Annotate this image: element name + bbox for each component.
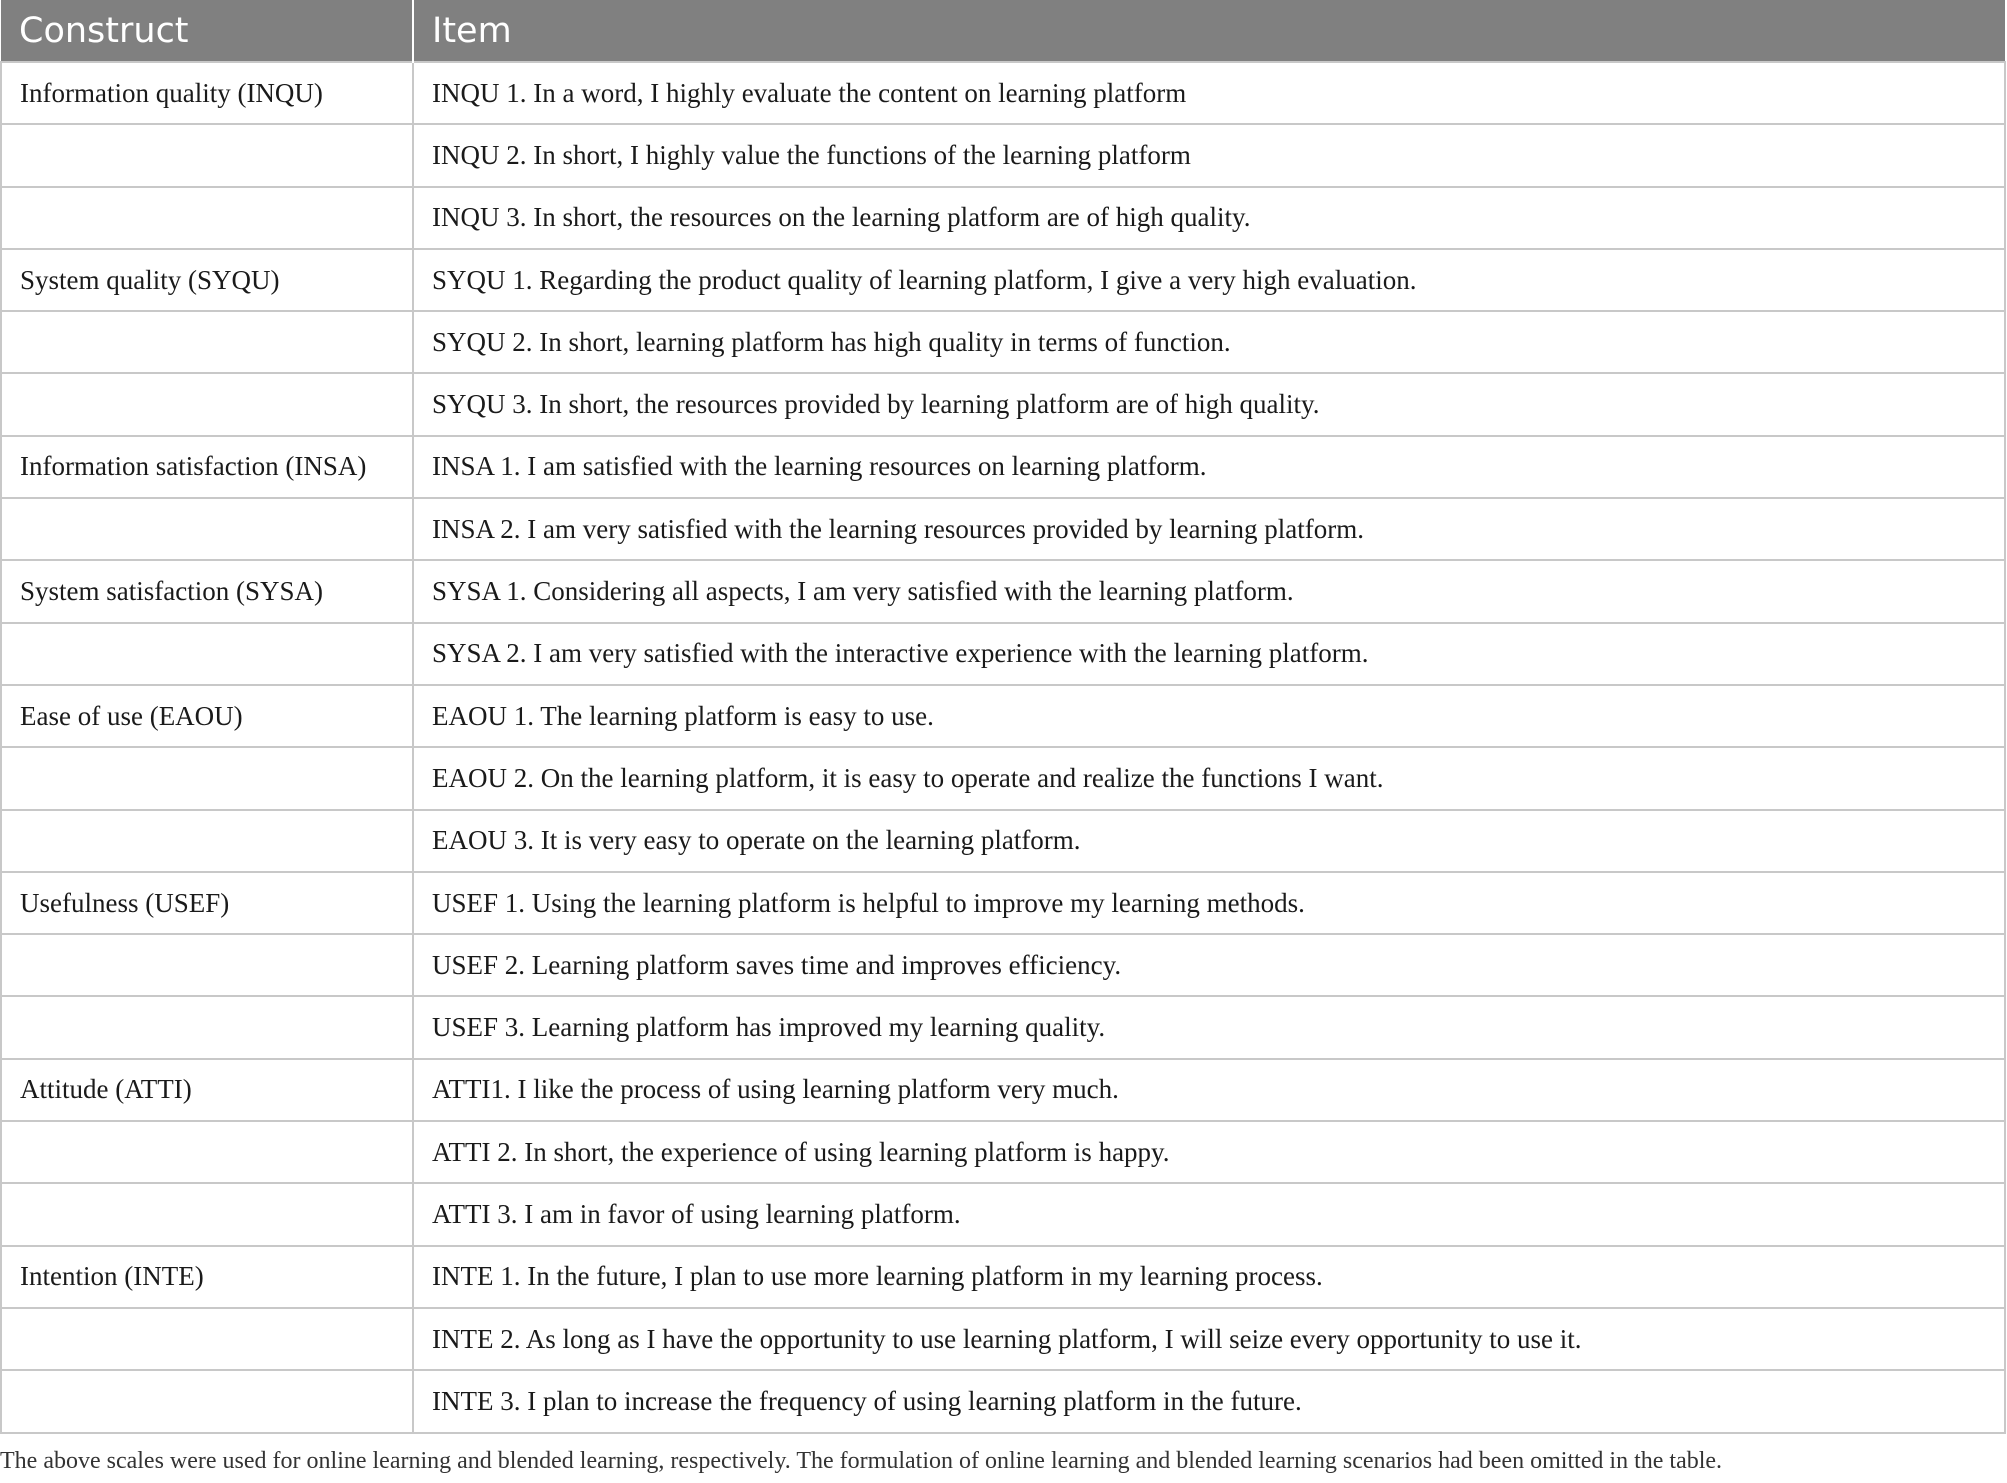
construct-cell: System quality (SYQU) bbox=[1, 249, 413, 311]
item-cell: USEF 2. Learning platform saves time and improves efficiency. bbox=[413, 934, 2005, 996]
table-row bbox=[1, 436, 2005, 498]
header-construct: Construct bbox=[1, 0, 413, 62]
item-cell: INQU 1. In a word, I highly evaluate the content on learning platform bbox=[413, 62, 2005, 124]
construct-cell: Information quality (INQU) bbox=[1, 62, 413, 124]
item-cell: ATTI 2. In short, the experience of using learning platform is happy. bbox=[413, 1121, 2005, 1183]
item-cell: ATTI 3. I am in favor of using learning platform. bbox=[413, 1183, 2005, 1245]
item-cell: EAOU 1. The learning platform is easy to use. bbox=[413, 685, 2005, 747]
construct-cell bbox=[1, 498, 413, 560]
table-row bbox=[1, 1246, 2005, 1308]
table-row bbox=[1, 1059, 2005, 1121]
item-cell: INSA 1. I am satisfied with the learning resources on learning platform. bbox=[413, 436, 2005, 498]
table-row bbox=[1, 1308, 2005, 1370]
table-row bbox=[1, 872, 2005, 934]
construct-cell: Attitude (ATTI) bbox=[1, 1059, 413, 1121]
item-cell: USEF 1. Using the learning platform is helpful to improve my learning methods. bbox=[413, 872, 2005, 934]
construct-cell bbox=[1, 373, 413, 435]
item-cell: INTE 3. I plan to increase the frequency of using learning platform in the future. bbox=[413, 1370, 2005, 1432]
table-row bbox=[1, 124, 2005, 186]
construct-cell: Intention (INTE) bbox=[1, 1246, 413, 1308]
construct-cell bbox=[1, 311, 413, 373]
table-row bbox=[1, 498, 2005, 560]
table-row bbox=[1, 560, 2005, 622]
table-header bbox=[1, 0, 2005, 62]
item-cell: INTE 2. As long as I have the opportunity to use learning platform, I will seize every opportunity to use it. bbox=[413, 1308, 2005, 1370]
table-row bbox=[1, 311, 2005, 373]
construct-cell bbox=[1, 747, 413, 809]
item-cell: INQU 3. In short, the resources on the learning platform are of high quality. bbox=[413, 187, 2005, 249]
item-cell: SYQU 3. In short, the resources provided by learning platform are of high quality. bbox=[413, 373, 2005, 435]
item-cell: SYQU 2. In short, learning platform has high quality in terms of function. bbox=[413, 311, 2005, 373]
header-row bbox=[1, 0, 2005, 62]
construct-cell bbox=[1, 1121, 413, 1183]
item-cell: EAOU 3. It is very easy to operate on the learning platform. bbox=[413, 810, 2005, 872]
construct-cell bbox=[1, 187, 413, 249]
table-row bbox=[1, 1183, 2005, 1245]
construct-cell: System satisfaction (SYSA) bbox=[1, 560, 413, 622]
item-cell: SYSA 2. I am very satisfied with the interactive experience with the learning platform. bbox=[413, 623, 2005, 685]
item-cell: INQU 2. In short, I highly value the functions of the learning platform bbox=[413, 124, 2005, 186]
table-row bbox=[1, 934, 2005, 996]
item-cell: ATTI1. I like the process of using learning platform very much. bbox=[413, 1059, 2005, 1121]
construct-cell bbox=[1, 810, 413, 872]
table-footnote: The above scales were used for online learning and blended learning, respectively. The formulation of online learning and blended learning scenarios had been omitted in the table. bbox=[0, 1448, 1723, 1474]
item-cell: USEF 3. Learning platform has improved my learning quality. bbox=[413, 996, 2005, 1058]
table-row bbox=[1, 373, 2005, 435]
construct-cell: Information satisfaction (INSA) bbox=[1, 436, 413, 498]
construct-cell bbox=[1, 1308, 413, 1370]
table-row bbox=[1, 1121, 2005, 1183]
construct-cell: Usefulness (USEF) bbox=[1, 872, 413, 934]
construct-cell bbox=[1, 1370, 413, 1432]
construct-cell bbox=[1, 996, 413, 1058]
construct-cell bbox=[1, 1183, 413, 1245]
construct-cell bbox=[1, 623, 413, 685]
item-cell: SYSA 1. Considering all aspects, I am very satisfied with the learning platform. bbox=[413, 560, 2005, 622]
construct-cell bbox=[1, 934, 413, 996]
table-row bbox=[1, 62, 2005, 124]
table-row bbox=[1, 810, 2005, 872]
item-cell: SYQU 1. Regarding the product quality of learning platform, I give a very high evaluation. bbox=[413, 249, 2005, 311]
item-cell: INTE 1. In the future, I plan to use more learning platform in my learning process. bbox=[413, 1246, 2005, 1308]
construct-cell: Ease of use (EAOU) bbox=[1, 685, 413, 747]
table-body bbox=[1, 62, 2005, 1433]
table-row bbox=[1, 747, 2005, 809]
item-cell: INSA 2. I am very satisfied with the learning resources provided by learning platform. bbox=[413, 498, 2005, 560]
table-row bbox=[1, 996, 2005, 1058]
construct-cell bbox=[1, 124, 413, 186]
item-cell: EAOU 2. On the learning platform, it is easy to operate and realize the functions I want. bbox=[413, 747, 2005, 809]
table-row bbox=[1, 685, 2005, 747]
table-row bbox=[1, 1370, 2005, 1432]
header-item: Item bbox=[413, 0, 2005, 62]
table-row bbox=[1, 249, 2005, 311]
table-row bbox=[1, 187, 2005, 249]
table-row bbox=[1, 623, 2005, 685]
